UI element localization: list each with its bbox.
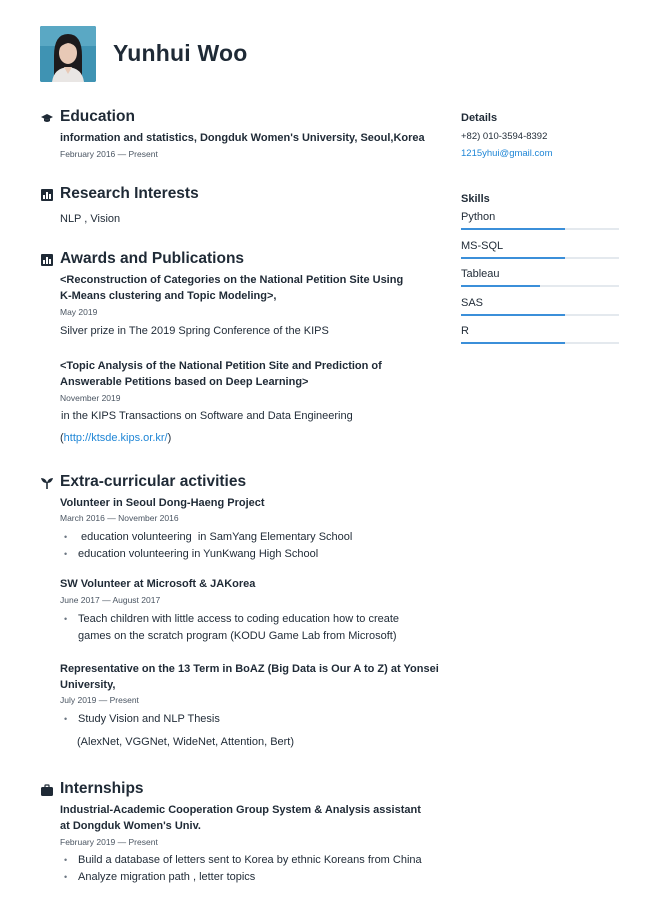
details-title: Details xyxy=(461,112,498,124)
skill-name: Python xyxy=(461,211,496,223)
award-2-date: November 2019 xyxy=(60,393,121,403)
award-1-title-line1: <Reconstruction of Categories on the National Petition Site Using xyxy=(60,274,404,286)
skill-name: Tableau xyxy=(461,268,500,280)
list-item: • Teach children with little access to coding education how to create xyxy=(64,613,400,625)
activity-1-title: Volunteer in Seoul Dong-Haeng Project xyxy=(60,497,265,509)
award-2-desc: in the KIPS Transactions on Software and Data Engineering xyxy=(58,410,353,422)
award-1-date: May 2019 xyxy=(60,307,98,317)
education-degree: information and statistics, Dongduk Women's University, Seoul,Korea xyxy=(60,132,425,144)
skill-bar-fill xyxy=(461,228,565,230)
skill-item xyxy=(461,297,619,316)
link-open-paren: ( xyxy=(60,432,64,444)
internship-dates: February 2019 — Present xyxy=(60,837,158,847)
internship-title-line1: Industrial-Academic Cooperation Group System & Analysis assistant xyxy=(60,804,421,816)
skill-bar-fill xyxy=(461,342,565,344)
award-2-title-line1: <Topic Analysis of the National Petition Site and Prediction of xyxy=(60,360,382,372)
activities-title: Extra-curricular activities xyxy=(60,473,247,490)
skill-bar-track xyxy=(461,285,619,287)
candidate-name: Yunhui Woo xyxy=(113,40,248,66)
skill-item xyxy=(461,211,619,230)
kips-link[interactable]: http://ktsde.kips.or.kr/ xyxy=(63,432,168,444)
research-text: NLP , Vision xyxy=(60,213,121,225)
briefcase-icon xyxy=(41,783,53,801)
phone-number: +82) 010-3594-8392 xyxy=(461,131,548,142)
chart-icon xyxy=(41,253,53,271)
education-title: Education xyxy=(60,108,135,125)
sprout-icon xyxy=(41,476,53,494)
skill-name: MS-SQL xyxy=(461,239,504,252)
skill-name: SAS xyxy=(461,296,484,309)
award-2-link-wrap xyxy=(60,432,171,444)
list-item: • Build a database of letters sent to Korea by ethnic Koreans from China xyxy=(64,854,422,866)
avatar xyxy=(40,26,96,82)
skill-name: R xyxy=(461,325,469,337)
skill-bar-track xyxy=(461,228,619,230)
skill-bar-track xyxy=(461,314,619,316)
activity-3-title-line2: University, xyxy=(60,679,116,691)
education-dates: February 2016 — Present xyxy=(60,149,158,159)
activity-3-dates: July 2019 — Present xyxy=(60,695,139,705)
list-item: • Analyze migration path , letter topics xyxy=(64,871,256,883)
email-link[interactable]: 1215yhui@gmail.com xyxy=(461,148,553,159)
internship-title-line2: at Dongduk Women's Univ. xyxy=(60,820,201,832)
list-item: • education volunteering in YunKwang High School xyxy=(64,548,319,560)
skills-title: Skills xyxy=(461,193,490,205)
skill-bar-track xyxy=(461,342,619,344)
activity-1-dates: March 2016 — November 2016 xyxy=(60,513,179,523)
award-2-title-line2: Answerable Petitions based on Deep Learning> xyxy=(60,376,309,388)
list-item: • education volunteering in SamYang Elementary School xyxy=(64,531,353,543)
skill-bar-fill xyxy=(461,257,565,259)
award-1-title-line2: K-Means clustering and Topic Modeling>, xyxy=(60,290,277,302)
skill-item xyxy=(461,240,619,259)
awards-title: Awards and Publications xyxy=(60,250,245,267)
skill-bar-fill xyxy=(461,314,565,316)
chart-icon xyxy=(41,188,53,206)
activity-2-dates: June 2017 — August 2017 xyxy=(60,595,161,605)
internships-title: Internships xyxy=(60,780,144,797)
skill-item xyxy=(461,268,619,287)
link-close-paren: ) xyxy=(167,432,172,444)
research-title: Research Interests xyxy=(60,185,199,202)
activity-3-extra: (AlexNet, VGGNet, WideNet, Attention, Bert) xyxy=(77,736,295,748)
skill-bar-fill xyxy=(461,285,540,287)
activity-2-title: SW Volunteer at Microsoft & JAKorea xyxy=(60,578,256,590)
list-item-continuation: games on the scratch program (KODU Game Lab from Microsoft) xyxy=(78,630,397,642)
skill-item xyxy=(461,325,619,344)
award-1-desc: Silver prize in The 2019 Spring Conference of the KIPS xyxy=(60,325,329,337)
graduation-cap-icon xyxy=(41,111,53,129)
list-item: • Study Vision and NLP Thesis xyxy=(64,713,220,725)
skill-bar-track xyxy=(461,257,619,259)
activity-3-title-line1: Representative on the 13 Term in BoAZ (Big Data is Our A to Z) at Yonsei xyxy=(60,663,439,675)
